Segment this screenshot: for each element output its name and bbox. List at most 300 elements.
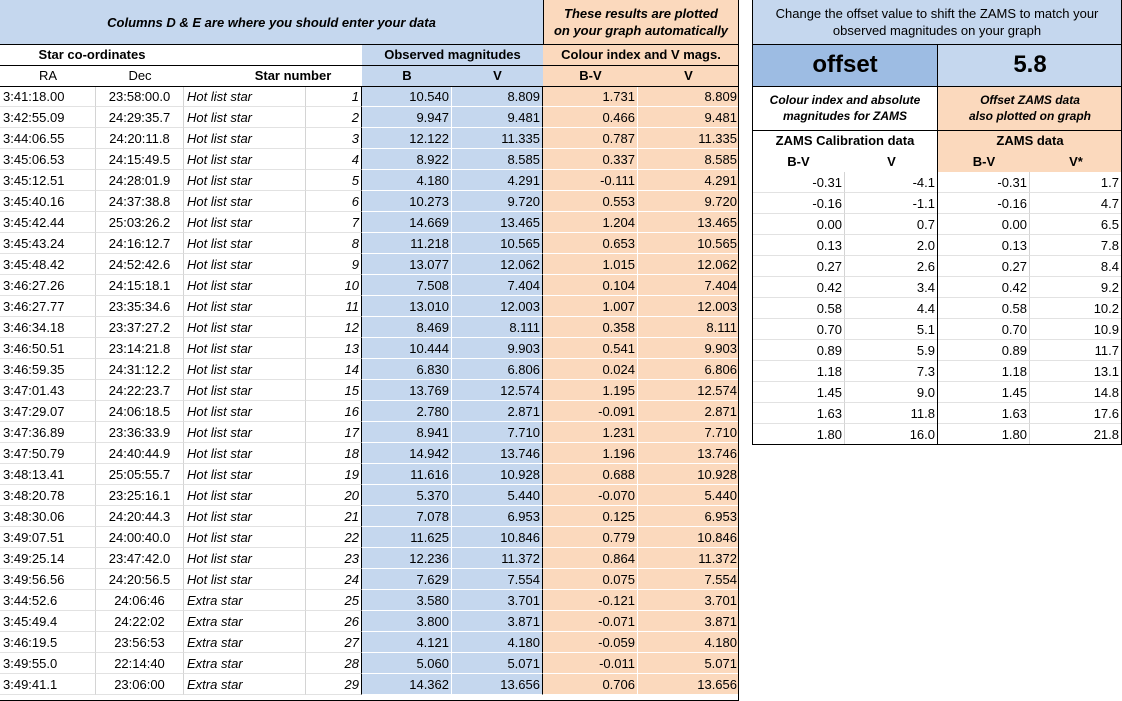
ra-cell[interactable]: 3:45:49.4 bbox=[0, 611, 96, 632]
b-mag-cell[interactable]: 10.273 bbox=[362, 191, 452, 212]
b-column-header[interactable]: B bbox=[362, 65, 452, 86]
v-result-cell[interactable]: 5.071 bbox=[638, 653, 739, 674]
plotted-note-cell[interactable] bbox=[543, 0, 739, 44]
zams-offset-bv-cell[interactable]: 1.63 bbox=[938, 403, 1030, 424]
zams-offset-bv-cell[interactable]: 1.80 bbox=[938, 424, 1030, 445]
star-number-cell[interactable]: 12 bbox=[306, 317, 362, 338]
bv-index-cell[interactable]: 1.231 bbox=[543, 422, 638, 443]
v-result-cell[interactable]: 3.701 bbox=[638, 590, 739, 611]
dec-cell[interactable]: 24:20:56.5 bbox=[96, 569, 184, 590]
v-result-cell[interactable]: 6.806 bbox=[638, 359, 739, 380]
b-mag-cell[interactable]: 14.669 bbox=[362, 212, 452, 233]
zams-v-cell[interactable]: 5.1 bbox=[845, 319, 938, 340]
zams-bv-cell[interactable]: 1.80 bbox=[752, 424, 845, 445]
v-mag-cell[interactable]: 9.720 bbox=[452, 191, 543, 212]
zams-v-cell[interactable]: 2.0 bbox=[845, 235, 938, 256]
v-result-cell[interactable]: 9.481 bbox=[638, 107, 739, 128]
v-mag-cell[interactable]: 5.440 bbox=[452, 485, 543, 506]
star-type-cell[interactable]: Hot list star bbox=[184, 485, 306, 506]
v-result-cell[interactable]: 7.554 bbox=[638, 569, 739, 590]
b-mag-cell[interactable]: 5.060 bbox=[362, 653, 452, 674]
star-type-cell[interactable]: Hot list star bbox=[184, 506, 306, 527]
star-number-column-header[interactable]: Star number bbox=[254, 68, 332, 83]
v-mag-cell[interactable]: 12.062 bbox=[452, 254, 543, 275]
dec-cell[interactable]: 24:22:02 bbox=[96, 611, 184, 632]
v-mag-cell[interactable]: 6.806 bbox=[452, 359, 543, 380]
v-result-cell[interactable]: 8.809 bbox=[638, 86, 739, 107]
v-result-cell[interactable]: 9.720 bbox=[638, 191, 739, 212]
v-result-cell[interactable]: 10.846 bbox=[638, 527, 739, 548]
zams-bv-cell[interactable]: 0.70 bbox=[752, 319, 845, 340]
bv-index-cell[interactable]: 0.787 bbox=[543, 128, 638, 149]
v-mag-cell[interactable]: 7.710 bbox=[452, 422, 543, 443]
b-mag-cell[interactable]: 8.469 bbox=[362, 317, 452, 338]
dec-cell[interactable]: 25:05:55.7 bbox=[96, 464, 184, 485]
bv-index-cell[interactable]: -0.121 bbox=[543, 590, 638, 611]
zams-absolute-note-cell[interactable] bbox=[752, 86, 938, 130]
bv-index-cell[interactable]: 0.553 bbox=[543, 191, 638, 212]
star-type-cell[interactable]: Hot list star bbox=[184, 380, 306, 401]
v-result-cell[interactable]: 11.372 bbox=[638, 548, 739, 569]
star-type-cell[interactable]: Hot list star bbox=[184, 275, 306, 296]
star-number-cell[interactable]: 16 bbox=[306, 401, 362, 422]
zams-v-cell[interactable]: 5.9 bbox=[845, 340, 938, 361]
bv-index-cell[interactable]: 0.864 bbox=[543, 548, 638, 569]
ra-cell[interactable]: 3:48:13.41 bbox=[0, 464, 96, 485]
star-number-cell[interactable]: 14 bbox=[306, 359, 362, 380]
v-result-cell[interactable]: 12.062 bbox=[638, 254, 739, 275]
b-mag-cell[interactable]: 10.540 bbox=[362, 86, 452, 107]
zams-offset-vstar-cell[interactable]: 14.8 bbox=[1030, 382, 1122, 403]
zams-offset-bv-cell[interactable]: 0.13 bbox=[938, 235, 1030, 256]
v-column-header[interactable]: V bbox=[452, 65, 543, 86]
bv-index-cell[interactable]: 0.125 bbox=[543, 506, 638, 527]
zams-v-cell[interactable]: 7.3 bbox=[845, 361, 938, 382]
v-mag-cell[interactable]: 2.871 bbox=[452, 401, 543, 422]
zams-bv-cell[interactable]: 1.63 bbox=[752, 403, 845, 424]
star-number-cell[interactable]: 2 bbox=[306, 107, 362, 128]
dec-cell[interactable]: 23:06:00 bbox=[96, 674, 184, 695]
bv-index-cell[interactable]: 0.104 bbox=[543, 275, 638, 296]
b-mag-cell[interactable]: 11.625 bbox=[362, 527, 452, 548]
zams-bv-cell[interactable]: 0.00 bbox=[752, 214, 845, 235]
star-number-cell[interactable]: 8 bbox=[306, 233, 362, 254]
offset-label-cell[interactable]: offset bbox=[752, 44, 938, 86]
star-type-cell[interactable]: Hot list star bbox=[184, 317, 306, 338]
v-result-cell[interactable]: 7.404 bbox=[638, 275, 739, 296]
star-number-cell[interactable]: 7 bbox=[306, 212, 362, 233]
star-number-cell[interactable]: 1 bbox=[306, 86, 362, 107]
bv-index-cell[interactable]: 0.541 bbox=[543, 338, 638, 359]
ra-cell[interactable]: 3:48:30.06 bbox=[0, 506, 96, 527]
ra-column-header[interactable]: RA bbox=[38, 68, 58, 83]
bv-column-header[interactable]: B-V bbox=[543, 65, 638, 86]
b-mag-cell[interactable]: 7.508 bbox=[362, 275, 452, 296]
b-mag-cell[interactable]: 13.077 bbox=[362, 254, 452, 275]
star-type-cell[interactable]: Hot list star bbox=[184, 233, 306, 254]
star-number-cell[interactable]: 22 bbox=[306, 527, 362, 548]
dec-cell[interactable]: 23:25:16.1 bbox=[96, 485, 184, 506]
ra-cell[interactable]: 3:44:52.6 bbox=[0, 590, 96, 611]
star-number-cell[interactable]: 26 bbox=[306, 611, 362, 632]
star-number-cell[interactable]: 15 bbox=[306, 380, 362, 401]
star-number-cell[interactable]: 6 bbox=[306, 191, 362, 212]
ra-cell[interactable]: 3:49:25.14 bbox=[0, 548, 96, 569]
star-type-cell[interactable]: Hot list star bbox=[184, 569, 306, 590]
zams-v-cell[interactable]: 9.0 bbox=[845, 382, 938, 403]
zams-bv-column-header[interactable]: B-V bbox=[787, 154, 810, 169]
v-result-cell[interactable]: 11.335 bbox=[638, 128, 739, 149]
zams-offset-vstar-column-header[interactable]: V* bbox=[1030, 151, 1122, 172]
dec-cell[interactable]: 24:31:12.2 bbox=[96, 359, 184, 380]
star-number-cell[interactable]: 24 bbox=[306, 569, 362, 590]
zams-offset-bv-cell[interactable]: 0.58 bbox=[938, 298, 1030, 319]
dec-cell[interactable]: 24:52:42.6 bbox=[96, 254, 184, 275]
zams-offset-vstar-cell[interactable]: 1.7 bbox=[1030, 172, 1122, 193]
zams-offset-bv-cell[interactable]: 1.45 bbox=[938, 382, 1030, 403]
dec-cell[interactable]: 24:00:40.0 bbox=[96, 527, 184, 548]
b-mag-cell[interactable]: 11.616 bbox=[362, 464, 452, 485]
bv-index-cell[interactable]: -0.091 bbox=[543, 401, 638, 422]
b-mag-cell[interactable]: 4.121 bbox=[362, 632, 452, 653]
star-type-cell[interactable]: Hot list star bbox=[184, 359, 306, 380]
ra-cell[interactable]: 3:49:41.1 bbox=[0, 674, 96, 695]
bv-index-cell[interactable]: 1.204 bbox=[543, 212, 638, 233]
ra-cell[interactable]: 3:47:36.89 bbox=[0, 422, 96, 443]
zams-offset-vstar-cell[interactable]: 21.8 bbox=[1030, 424, 1122, 445]
v-mag-cell[interactable]: 13.746 bbox=[452, 443, 543, 464]
bv-index-cell[interactable]: 0.358 bbox=[543, 317, 638, 338]
star-type-cell[interactable]: Hot list star bbox=[184, 149, 306, 170]
v-result-cell[interactable]: 13.746 bbox=[638, 443, 739, 464]
star-number-cell[interactable]: 3 bbox=[306, 128, 362, 149]
v-result-cell[interactable]: 13.465 bbox=[638, 212, 739, 233]
ra-cell[interactable]: 3:46:27.26 bbox=[0, 275, 96, 296]
zams-v-cell[interactable]: 2.6 bbox=[845, 256, 938, 277]
bv-index-cell[interactable]: -0.059 bbox=[543, 632, 638, 653]
star-type-cell[interactable]: Hot list star bbox=[184, 527, 306, 548]
star-number-cell[interactable]: 11 bbox=[306, 296, 362, 317]
dec-cell[interactable]: 24:20:11.8 bbox=[96, 128, 184, 149]
star-type-cell[interactable]: Hot list star bbox=[184, 107, 306, 128]
b-mag-cell[interactable]: 10.444 bbox=[362, 338, 452, 359]
star-type-cell[interactable]: Hot list star bbox=[184, 191, 306, 212]
colour-index-header[interactable]: Colour index and V mags. bbox=[543, 44, 739, 65]
zams-bv-cell[interactable]: 1.45 bbox=[752, 382, 845, 403]
zams-offset-vstar-cell[interactable]: 17.6 bbox=[1030, 403, 1122, 424]
v-mag-cell[interactable]: 13.465 bbox=[452, 212, 543, 233]
dec-cell[interactable]: 23:47:42.0 bbox=[96, 548, 184, 569]
star-type-cell[interactable]: Hot list star bbox=[184, 422, 306, 443]
ra-cell[interactable]: 3:47:29.07 bbox=[0, 401, 96, 422]
zams-offset-vstar-cell[interactable]: 7.8 bbox=[1030, 235, 1122, 256]
zams-offset-bv-cell[interactable]: -0.16 bbox=[938, 193, 1030, 214]
b-mag-cell[interactable]: 4.180 bbox=[362, 170, 452, 191]
star-number-cell[interactable]: 25 bbox=[306, 590, 362, 611]
zams-v-cell[interactable]: 11.8 bbox=[845, 403, 938, 424]
v-mag-cell[interactable]: 8.111 bbox=[452, 317, 543, 338]
zams-bv-cell[interactable]: 0.13 bbox=[752, 235, 845, 256]
star-type-cell[interactable]: Hot list star bbox=[184, 464, 306, 485]
star-type-cell[interactable]: Hot list star bbox=[184, 170, 306, 191]
zams-offset-bv-cell[interactable]: 0.00 bbox=[938, 214, 1030, 235]
zams-offset-vstar-cell[interactable]: 11.7 bbox=[1030, 340, 1122, 361]
star-type-cell[interactable]: Hot list star bbox=[184, 86, 306, 107]
dec-cell[interactable]: 24:15:18.1 bbox=[96, 275, 184, 296]
v-mag-cell[interactable]: 8.809 bbox=[452, 86, 543, 107]
dec-cell[interactable]: 24:15:49.5 bbox=[96, 149, 184, 170]
ra-cell[interactable]: 3:42:55.09 bbox=[0, 107, 96, 128]
zams-offset-vstar-cell[interactable]: 10.9 bbox=[1030, 319, 1122, 340]
dec-cell[interactable]: 23:56:53 bbox=[96, 632, 184, 653]
zams-v-column-header[interactable]: V bbox=[887, 154, 896, 169]
zams-offset-bv-cell[interactable]: 0.70 bbox=[938, 319, 1030, 340]
v-mag-cell[interactable]: 4.180 bbox=[452, 632, 543, 653]
bv-index-cell[interactable]: 0.779 bbox=[543, 527, 638, 548]
star-type-cell[interactable]: Hot list star bbox=[184, 401, 306, 422]
instruction-cell[interactable]: Columns D & E are where you should enter your data bbox=[0, 0, 543, 44]
zams-bv-cell[interactable]: 0.58 bbox=[752, 298, 845, 319]
b-mag-cell[interactable]: 12.122 bbox=[362, 128, 452, 149]
dec-column-header[interactable]: Dec bbox=[128, 68, 152, 83]
v-mag-cell[interactable]: 11.372 bbox=[452, 548, 543, 569]
zams-bv-cell[interactable]: 1.18 bbox=[752, 361, 845, 382]
v-mag-cell[interactable]: 6.953 bbox=[452, 506, 543, 527]
star-number-cell[interactable]: 28 bbox=[306, 653, 362, 674]
v-result-cell[interactable]: 4.180 bbox=[638, 632, 739, 653]
bv-index-cell[interactable]: 1.731 bbox=[543, 86, 638, 107]
b-mag-cell[interactable]: 14.942 bbox=[362, 443, 452, 464]
dec-cell[interactable]: 24:29:35.7 bbox=[96, 107, 184, 128]
v-mag-cell[interactable]: 10.928 bbox=[452, 464, 543, 485]
v-mag-cell[interactable]: 7.404 bbox=[452, 275, 543, 296]
zams-bv-cell[interactable]: 0.42 bbox=[752, 277, 845, 298]
ra-cell[interactable]: 3:49:56.56 bbox=[0, 569, 96, 590]
zams-bv-cell[interactable]: 0.27 bbox=[752, 256, 845, 277]
zams-offset-vstar-cell[interactable]: 8.4 bbox=[1030, 256, 1122, 277]
dec-cell[interactable]: 25:03:26.2 bbox=[96, 212, 184, 233]
b-mag-cell[interactable]: 7.629 bbox=[362, 569, 452, 590]
zams-offset-vstar-cell[interactable]: 10.2 bbox=[1030, 298, 1122, 319]
star-number-cell[interactable]: 9 bbox=[306, 254, 362, 275]
bv-index-cell[interactable]: 0.706 bbox=[543, 674, 638, 695]
ra-cell[interactable]: 3:49:07.51 bbox=[0, 527, 96, 548]
b-mag-cell[interactable]: 3.580 bbox=[362, 590, 452, 611]
b-mag-cell[interactable]: 6.830 bbox=[362, 359, 452, 380]
zams-v-cell[interactable]: 3.4 bbox=[845, 277, 938, 298]
v-mag-cell[interactable]: 5.071 bbox=[452, 653, 543, 674]
zams-offset-bv-cell[interactable]: -0.31 bbox=[938, 172, 1030, 193]
ra-cell[interactable]: 3:45:43.24 bbox=[0, 233, 96, 254]
v-mag-cell[interactable]: 10.565 bbox=[452, 233, 543, 254]
dec-cell[interactable]: 24:16:12.7 bbox=[96, 233, 184, 254]
v-result-cell[interactable]: 8.585 bbox=[638, 149, 739, 170]
v-result-cell[interactable]: 13.656 bbox=[638, 674, 739, 695]
zams-v-cell[interactable]: 16.0 bbox=[845, 424, 938, 445]
v-result-column-header[interactable]: V bbox=[638, 65, 739, 86]
dec-cell[interactable]: 24:40:44.9 bbox=[96, 443, 184, 464]
star-type-cell[interactable]: Hot list star bbox=[184, 212, 306, 233]
dec-cell[interactable]: 23:58:00.0 bbox=[96, 86, 184, 107]
bv-index-cell[interactable]: -0.070 bbox=[543, 485, 638, 506]
ra-cell[interactable]: 3:44:06.55 bbox=[0, 128, 96, 149]
bv-index-cell[interactable]: -0.111 bbox=[543, 170, 638, 191]
v-result-cell[interactable]: 6.953 bbox=[638, 506, 739, 527]
v-result-cell[interactable]: 8.111 bbox=[638, 317, 739, 338]
bv-index-cell[interactable]: -0.011 bbox=[543, 653, 638, 674]
dec-cell[interactable]: 24:28:01.9 bbox=[96, 170, 184, 191]
ra-cell[interactable]: 3:45:42.44 bbox=[0, 212, 96, 233]
star-type-cell[interactable]: Extra star bbox=[184, 632, 306, 653]
ra-cell[interactable]: 3:49:55.0 bbox=[0, 653, 96, 674]
dec-cell[interactable]: 24:06:46 bbox=[96, 590, 184, 611]
zams-calibration-header[interactable]: ZAMS Calibration data bbox=[775, 133, 915, 148]
v-mag-cell[interactable]: 3.871 bbox=[452, 611, 543, 632]
dec-cell[interactable]: 24:06:18.5 bbox=[96, 401, 184, 422]
zams-bv-cell[interactable]: -0.31 bbox=[752, 172, 845, 193]
star-type-cell[interactable]: Extra star bbox=[184, 611, 306, 632]
bv-index-cell[interactable]: 0.075 bbox=[543, 569, 638, 590]
ra-cell[interactable]: 3:45:06.53 bbox=[0, 149, 96, 170]
zams-offset-vstar-cell[interactable]: 9.2 bbox=[1030, 277, 1122, 298]
dec-cell[interactable]: 23:35:34.6 bbox=[96, 296, 184, 317]
offset-zams-note-cell[interactable] bbox=[938, 86, 1122, 130]
ra-cell[interactable]: 3:46:59.35 bbox=[0, 359, 96, 380]
zams-v-cell[interactable]: -4.1 bbox=[845, 172, 938, 193]
b-mag-cell[interactable]: 13.010 bbox=[362, 296, 452, 317]
b-mag-cell[interactable]: 5.370 bbox=[362, 485, 452, 506]
b-mag-cell[interactable]: 8.922 bbox=[362, 149, 452, 170]
star-number-cell[interactable]: 13 bbox=[306, 338, 362, 359]
star-number-cell[interactable]: 20 bbox=[306, 485, 362, 506]
v-result-cell[interactable]: 9.903 bbox=[638, 338, 739, 359]
v-mag-cell[interactable]: 11.335 bbox=[452, 128, 543, 149]
b-mag-cell[interactable]: 12.236 bbox=[362, 548, 452, 569]
v-mag-cell[interactable]: 4.291 bbox=[452, 170, 543, 191]
v-result-cell[interactable]: 2.871 bbox=[638, 401, 739, 422]
zams-offset-vstar-cell[interactable]: 6.5 bbox=[1030, 214, 1122, 235]
v-result-cell[interactable]: 3.871 bbox=[638, 611, 739, 632]
star-number-cell[interactable]: 4 bbox=[306, 149, 362, 170]
v-mag-cell[interactable]: 12.574 bbox=[452, 380, 543, 401]
offset-value-cell[interactable]: 5.8 bbox=[938, 44, 1122, 86]
bv-index-cell[interactable]: 0.688 bbox=[543, 464, 638, 485]
star-number-cell[interactable]: 18 bbox=[306, 443, 362, 464]
star-number-cell[interactable]: 23 bbox=[306, 548, 362, 569]
ra-cell[interactable]: 3:46:19.5 bbox=[0, 632, 96, 653]
star-number-cell[interactable]: 17 bbox=[306, 422, 362, 443]
star-type-cell[interactable]: Hot list star bbox=[184, 338, 306, 359]
zams-bv-cell[interactable]: -0.16 bbox=[752, 193, 845, 214]
dec-cell[interactable]: 22:14:40 bbox=[96, 653, 184, 674]
dec-cell[interactable]: 23:37:27.2 bbox=[96, 317, 184, 338]
dec-cell[interactable]: 24:20:44.3 bbox=[96, 506, 184, 527]
ra-cell[interactable]: 3:41:18.00 bbox=[0, 86, 96, 107]
b-mag-cell[interactable]: 8.941 bbox=[362, 422, 452, 443]
v-mag-cell[interactable]: 3.701 bbox=[452, 590, 543, 611]
ra-cell[interactable]: 3:45:12.51 bbox=[0, 170, 96, 191]
zams-offset-bv-column-header[interactable]: B-V bbox=[938, 151, 1030, 172]
b-mag-cell[interactable]: 11.218 bbox=[362, 233, 452, 254]
v-mag-cell[interactable]: 9.481 bbox=[452, 107, 543, 128]
zams-v-cell[interactable]: -1.1 bbox=[845, 193, 938, 214]
b-mag-cell[interactable]: 14.362 bbox=[362, 674, 452, 695]
bv-index-cell[interactable]: 0.653 bbox=[543, 233, 638, 254]
zams-data-header[interactable]: ZAMS data bbox=[938, 130, 1122, 151]
zams-offset-vstar-cell[interactable]: 4.7 bbox=[1030, 193, 1122, 214]
zams-offset-bv-cell[interactable]: 1.18 bbox=[938, 361, 1030, 382]
star-type-cell[interactable]: Extra star bbox=[184, 590, 306, 611]
star-number-cell[interactable]: 19 bbox=[306, 464, 362, 485]
bv-index-cell[interactable]: 0.337 bbox=[543, 149, 638, 170]
ra-cell[interactable]: 3:46:34.18 bbox=[0, 317, 96, 338]
ra-cell[interactable]: 3:48:20.78 bbox=[0, 485, 96, 506]
zams-v-cell[interactable]: 0.7 bbox=[845, 214, 938, 235]
dec-cell[interactable]: 24:22:23.7 bbox=[96, 380, 184, 401]
b-mag-cell[interactable]: 3.800 bbox=[362, 611, 452, 632]
zams-v-cell[interactable]: 4.4 bbox=[845, 298, 938, 319]
star-type-cell[interactable]: Hot list star bbox=[184, 128, 306, 149]
ra-cell[interactable]: 3:46:50.51 bbox=[0, 338, 96, 359]
star-number-cell[interactable]: 27 bbox=[306, 632, 362, 653]
ra-cell[interactable]: 3:45:48.42 bbox=[0, 254, 96, 275]
star-type-cell[interactable]: Hot list star bbox=[184, 296, 306, 317]
star-type-cell[interactable]: Hot list star bbox=[184, 443, 306, 464]
bv-index-cell[interactable]: 1.015 bbox=[543, 254, 638, 275]
dec-cell[interactable]: 24:37:38.8 bbox=[96, 191, 184, 212]
star-number-cell[interactable]: 5 bbox=[306, 170, 362, 191]
ra-cell[interactable]: 3:47:50.79 bbox=[0, 443, 96, 464]
v-mag-cell[interactable]: 8.585 bbox=[452, 149, 543, 170]
bv-index-cell[interactable]: 0.466 bbox=[543, 107, 638, 128]
zams-offset-bv-cell[interactable]: 0.42 bbox=[938, 277, 1030, 298]
star-coordinates-header[interactable]: Star co-ordinates bbox=[38, 47, 146, 62]
zams-offset-vstar-cell[interactable]: 13.1 bbox=[1030, 361, 1122, 382]
v-result-cell[interactable]: 10.928 bbox=[638, 464, 739, 485]
v-result-cell[interactable]: 10.565 bbox=[638, 233, 739, 254]
star-type-cell[interactable]: Extra star bbox=[184, 674, 306, 695]
star-number-cell[interactable]: 21 bbox=[306, 506, 362, 527]
bv-index-cell[interactable]: 1.195 bbox=[543, 380, 638, 401]
b-mag-cell[interactable]: 2.780 bbox=[362, 401, 452, 422]
star-type-cell[interactable]: Hot list star bbox=[184, 548, 306, 569]
zams-bv-cell[interactable]: 0.89 bbox=[752, 340, 845, 361]
ra-cell[interactable]: 3:47:01.43 bbox=[0, 380, 96, 401]
v-mag-cell[interactable]: 12.003 bbox=[452, 296, 543, 317]
v-mag-cell[interactable]: 9.903 bbox=[452, 338, 543, 359]
dec-cell[interactable]: 23:14:21.8 bbox=[96, 338, 184, 359]
bv-index-cell[interactable]: 1.196 bbox=[543, 443, 638, 464]
v-result-cell[interactable]: 5.440 bbox=[638, 485, 739, 506]
bv-index-cell[interactable]: 0.024 bbox=[543, 359, 638, 380]
v-mag-cell[interactable]: 10.846 bbox=[452, 527, 543, 548]
zams-offset-bv-cell[interactable]: 0.27 bbox=[938, 256, 1030, 277]
ra-cell[interactable]: 3:45:40.16 bbox=[0, 191, 96, 212]
zams-offset-bv-cell[interactable]: 0.89 bbox=[938, 340, 1030, 361]
v-result-cell[interactable]: 12.574 bbox=[638, 380, 739, 401]
b-mag-cell[interactable]: 13.769 bbox=[362, 380, 452, 401]
observed-magnitudes-header[interactable]: Observed magnitudes bbox=[362, 44, 543, 65]
ra-cell[interactable]: 3:46:27.77 bbox=[0, 296, 96, 317]
star-number-cell[interactable]: 10 bbox=[306, 275, 362, 296]
v-result-cell[interactable]: 12.003 bbox=[638, 296, 739, 317]
bv-index-cell[interactable]: 1.007 bbox=[543, 296, 638, 317]
star-number-cell[interactable]: 29 bbox=[306, 674, 362, 695]
b-mag-cell[interactable]: 9.947 bbox=[362, 107, 452, 128]
v-mag-cell[interactable]: 7.554 bbox=[452, 569, 543, 590]
star-type-cell[interactable]: Extra star bbox=[184, 653, 306, 674]
v-mag-cell[interactable]: 13.656 bbox=[452, 674, 543, 695]
